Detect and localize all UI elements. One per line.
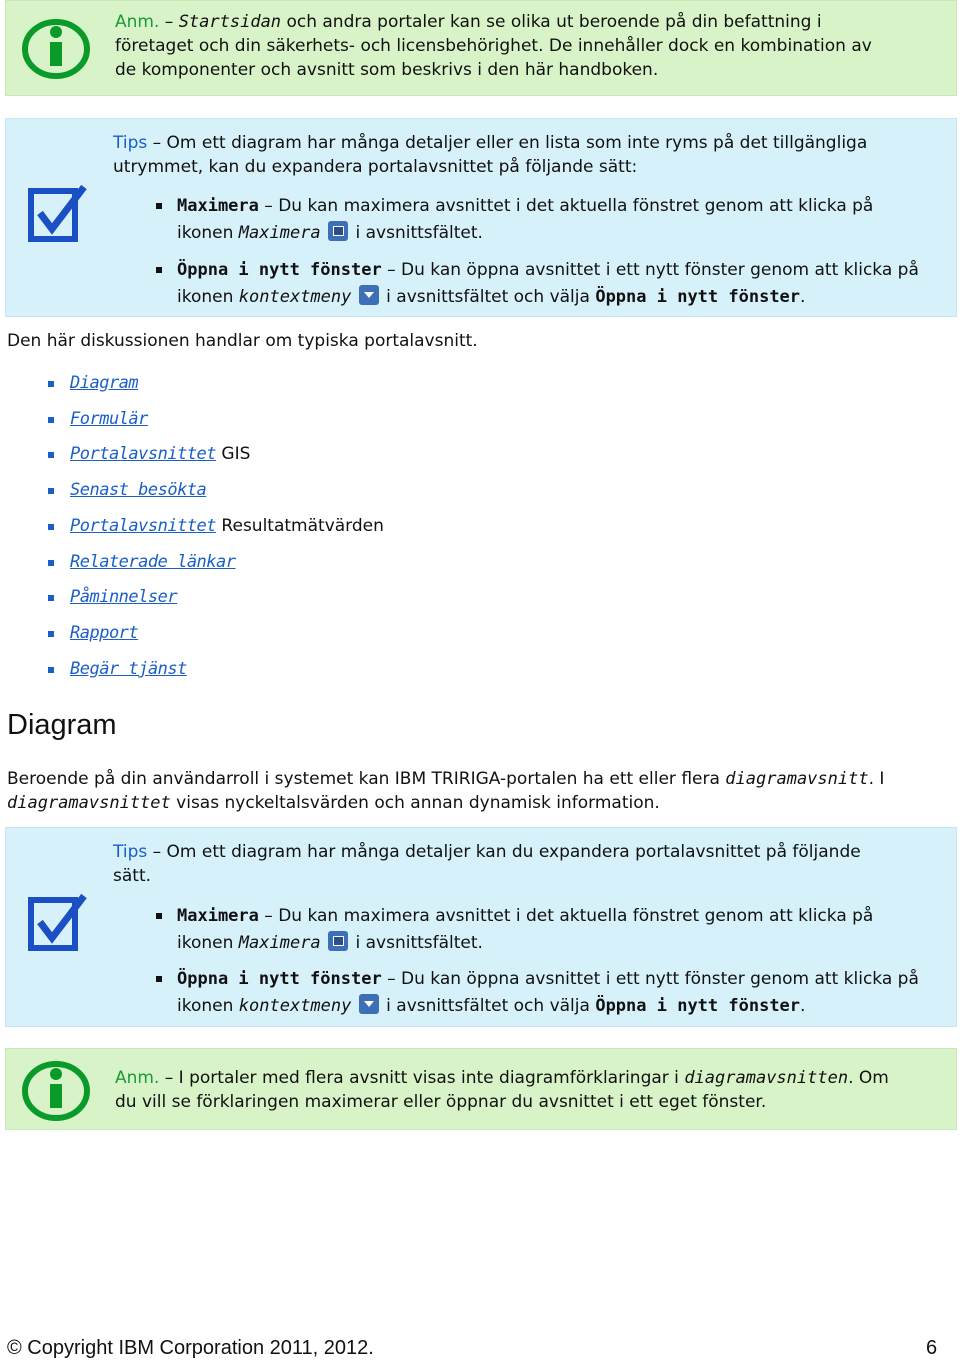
list-item [48, 584, 177, 610]
list-item [48, 370, 138, 396]
bullet-bold: Öppna i nytt fönster [595, 996, 801, 1016]
context-menu-icon [359, 994, 379, 1014]
info-icon [20, 1059, 92, 1123]
bullet-icon [156, 913, 162, 919]
tip-bullet-new-window [156, 966, 946, 1020]
bullet-text: ikonen [177, 996, 239, 1016]
link-relaterade-lankar[interactable]: Relaterade länkar [70, 552, 236, 572]
bullet-title: Öppna i nytt fönster [177, 260, 382, 280]
link-portalavsnittet-gis[interactable]: Portalavsnittet [70, 444, 217, 464]
bullet-text: i avsnittsfältet. [350, 223, 483, 243]
bullet-text: ikonen [177, 287, 239, 307]
tip-line1: – Om ett diagram har många detaljer eller en lista som inte ryms på det tillgängliga [147, 133, 868, 153]
note-label: Anm. [115, 12, 160, 32]
bullet-icon [48, 524, 54, 530]
tip-line2: sätt. [113, 866, 152, 886]
list-item [48, 656, 187, 682]
paragraph-text: visas nyckeltalsvärden och annan dynamisk information. [170, 793, 660, 813]
note-term: diagramavsnitten [684, 1068, 849, 1088]
bullet-icon [156, 267, 162, 273]
link-suffix: Resultatmätvärden [216, 516, 384, 536]
list-item [48, 441, 250, 467]
maximize-term: Maximera [238, 223, 321, 243]
bullet-icon [48, 560, 54, 566]
bullet-icon [48, 381, 54, 387]
bullet-bold: Öppna i nytt fönster [595, 287, 801, 307]
bullet-icon [156, 976, 162, 982]
bullet-icon [48, 488, 54, 494]
bullet-icon [48, 417, 54, 423]
bullet-text: – Du kan maximera avsnittet i det aktuella fönstret genom att klicka på [258, 906, 874, 926]
list-item [48, 513, 384, 539]
note-text-line1-end: . Om [848, 1068, 889, 1088]
section-heading: Diagram [7, 709, 117, 741]
tip-label: Tips [113, 133, 148, 153]
context-menu-term: kontextmeny [238, 996, 352, 1016]
note-box-top [5, 0, 957, 96]
bullet-text: – Du kan öppna avsnittet i ett nytt fönster genom att klicka på [381, 260, 919, 280]
tip-box-1 [5, 118, 957, 317]
link-portalavsnittet-resultat[interactable]: Portalavsnittet [70, 516, 217, 536]
bullet-icon [48, 631, 54, 637]
maximize-icon [328, 221, 348, 241]
link-formular[interactable]: Formulär [70, 409, 148, 429]
note-text-line2: du vill se förklaringen maximerar eller öppnar du avsnittet i ett eget fönster. [115, 1092, 767, 1112]
bullet-text: ikonen [177, 223, 239, 243]
bullet-text: – Du kan öppna avsnittet i ett nytt fönster genom att klicka på [381, 969, 919, 989]
intro-text: Den här diskussionen handlar om typiska portalavsnitt. [7, 331, 478, 351]
bullet-text: – Du kan maximera avsnittet i det aktuella fönstret genom att klicka på [258, 196, 874, 216]
note-text-line1: – I portaler med flera avsnitt visas inte diagramförklaringar i [159, 1068, 685, 1088]
bullet-text: i avsnittsfältet. [350, 933, 483, 953]
link-diagram[interactable]: Diagram [70, 373, 139, 393]
note-text-line1: och andra portaler kan se olika ut beroende på din befattning i [281, 12, 822, 32]
link-paminnelser[interactable]: Påminnelser [70, 587, 178, 607]
paragraph-text: . I [868, 769, 885, 789]
bullet-title: Maximera [177, 906, 259, 926]
bullet-icon [48, 595, 54, 601]
bullet-icon [48, 667, 54, 673]
info-icon [20, 17, 92, 81]
bullet-text: i avsnittsfältet och välja [380, 287, 596, 307]
checkbox-checked-icon [28, 183, 90, 243]
bullet-text: i avsnittsfältet och välja [380, 996, 596, 1016]
paragraph-term: diagramavsnittet [7, 793, 171, 813]
bullet-icon [156, 203, 162, 209]
tip-line1: – Om ett diagram har många detaljer kan du expandera portalavsnittet på följande [147, 842, 861, 862]
bullet-title: Öppna i nytt fönster [177, 969, 382, 989]
note-box-bottom [5, 1048, 957, 1130]
tip-bullet-maximize [156, 193, 946, 247]
paragraph-term: diagramavsnitt [725, 769, 869, 789]
note-label: Anm. [115, 1068, 160, 1088]
context-menu-term: kontextmeny [238, 287, 352, 307]
link-senast-besokta[interactable]: Senast besökta [70, 480, 207, 500]
tip-line2: utrymmet, kan du expandera portalavsnittet på följande sätt: [113, 157, 638, 177]
bullet-text: ikonen [177, 933, 239, 953]
note-dash: – [159, 12, 179, 32]
section-paragraph [7, 767, 947, 815]
footer-copyright: © Copyright IBM Corporation 2011, 2012. [7, 1337, 374, 1359]
link-suffix: GIS [216, 444, 251, 464]
bullet-text: . [800, 996, 806, 1016]
tip-label: Tips [113, 842, 148, 862]
maximize-term: Maximera [238, 933, 321, 953]
bullet-title: Maximera [177, 196, 259, 216]
link-begar-tjanst[interactable]: Begär tjänst [70, 659, 187, 679]
tip-box-2 [5, 827, 957, 1027]
checkbox-checked-icon [28, 892, 90, 952]
tip-bullet-new-window [156, 257, 946, 311]
maximize-icon [328, 931, 348, 951]
footer-page-number: 6 [926, 1337, 938, 1359]
note-term: Startsidan [178, 12, 282, 32]
list-item [48, 549, 236, 575]
link-rapport[interactable]: Rapport [70, 623, 139, 643]
list-item [48, 477, 206, 503]
note-text-line2: företaget och din säkerhets- och licensbehörighet. De innehåller dock en kombination av [115, 36, 872, 56]
note-text-line3: de komponenter och avsnitt som beskrivs i den här handboken. [115, 60, 659, 80]
tip-bullet-maximize [156, 903, 946, 957]
paragraph-text: Beroende på din användarroll i systemet kan IBM TRIRIGA-portalen ha ett eller flera [7, 769, 726, 789]
bullet-icon [48, 452, 54, 458]
bullet-text: . [800, 287, 806, 307]
list-item [48, 620, 138, 646]
context-menu-icon [359, 285, 379, 305]
list-item [48, 406, 148, 432]
